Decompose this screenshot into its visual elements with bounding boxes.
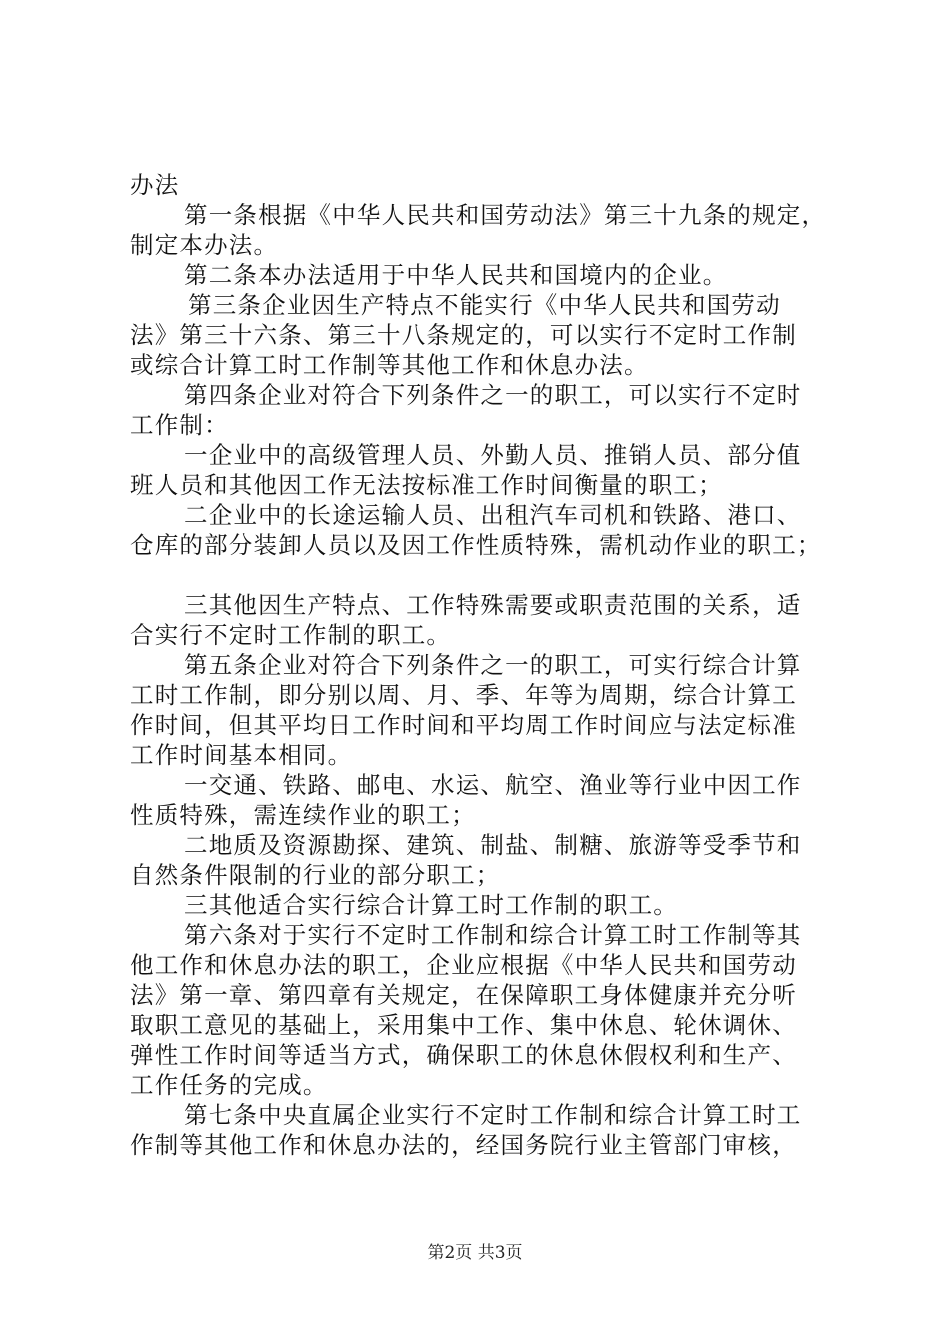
text-line: 工时工作制，即分别以周、月、季、年等为周期，综合计算工: [130, 681, 797, 709]
text-line: 作制等其他工作和休息办法的，经国务院行业主管部门审核，: [130, 1131, 797, 1159]
text-line-article-7: 第七条中央直属企业实行不定时工作制和综合计算工时工: [184, 1101, 802, 1129]
text-line: 作时间，但其平均日工作时间和平均周工作时间应与法定标准: [130, 711, 797, 739]
text-line: 法》第三十六条、第三十八条规定的，可以实行不定时工作制: [130, 321, 797, 349]
text-line-item-3: 三其他因生产特点、工作特殊需要或职责范围的关系，适: [184, 591, 802, 619]
page-footer: [0, 1243, 950, 1263]
text-line: 弹性工作时间等适当方式，确保职工的休息休假权利和生产、: [130, 1041, 797, 1069]
text-line-item-2: 二地质及资源勘探、建筑、制盐、制糖、旅游等受季节和: [184, 831, 802, 859]
text-line: 班人员和其他因工作无法按标准工作时间衡量的职工；: [130, 471, 723, 499]
text-line: 合实行不定时工作制的职工。: [130, 621, 452, 649]
document-body: [130, 170, 830, 1160]
text-line: 仓库的部分装卸人员以及因工作性质特殊，需机动作业的职工；: [130, 531, 822, 559]
text-line-item-1: 一企业中的高级管理人员、外勤人员、推销人员、部分值: [184, 441, 802, 469]
text-line: 性质特殊，需连续作业的职工；: [130, 801, 476, 829]
text-line-article-6: 第六条对于实行不定时工作制和综合计算工时工作制等其: [184, 921, 802, 949]
text-line-article-1: 第一条根据《中华人民共和国劳动法》第三十九条的规定，: [184, 201, 827, 229]
text-line-article-3: 第三条企业因生产特点不能实行《中华人民共和国劳动: [188, 291, 781, 319]
text-line: 自然条件限制的行业的部分职工；: [130, 861, 501, 889]
text-line-article-2: 第二条本办法适用于中华人民共和国境内的企业。: [184, 261, 728, 289]
text-line: 取职工意见的基础上，采用集中工作、集中休息、轮休调休、: [130, 1011, 797, 1039]
text-line-item-1: 一交通、铁路、邮电、水运、航空、渔业等行业中因工作: [184, 771, 802, 799]
text-line-article-5: 第五条企业对符合下列条件之一的职工，可实行综合计算: [184, 651, 802, 679]
text-line: 法》第一章、第四章有关规定，在保障职工身体健康并充分听: [130, 981, 797, 1009]
text-line: 或综合计算工时工作制等其他工作和休息办法。: [130, 351, 649, 379]
page-number: 第2页 共3页: [427, 1243, 523, 1263]
text-line-section-tail: 办法: [130, 171, 180, 199]
text-line-item-3: 三其他适合实行综合计算工时工作制的职工。: [184, 891, 678, 919]
paragraph-gap: [130, 560, 830, 590]
text-line-item-2: 二企业中的长途运输人员、出租汽车司机和铁路、港口、: [184, 501, 802, 529]
text-line: 工作任务的完成。: [130, 1071, 328, 1099]
text-line-article-4: 第四条企业对符合下列条件之一的职工，可以实行不定时: [184, 381, 802, 409]
text-line: 工作时间基本相同。: [130, 741, 353, 769]
text-line: 他工作和休息办法的职工，企业应根据《中华人民共和国劳动: [130, 951, 797, 979]
text-line: 工作制：: [130, 411, 229, 439]
text-line: 制定本办法。: [130, 231, 279, 259]
